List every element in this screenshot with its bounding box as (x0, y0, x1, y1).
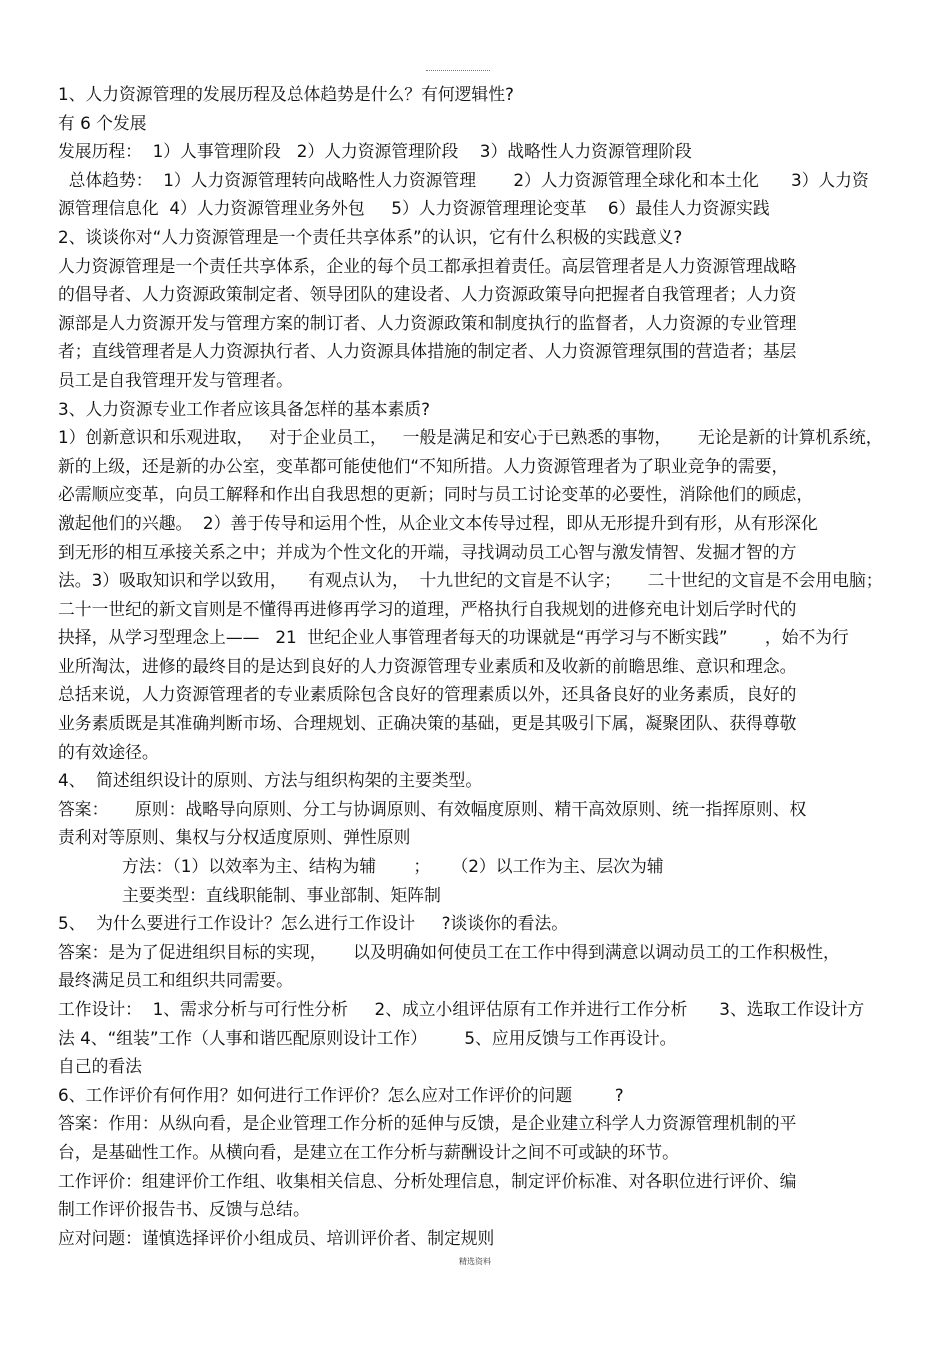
text-line: 应对问题：谨慎选择评价小组成员、培训评价者、制定规则 (58, 1227, 495, 1248)
text-line: 5、 为什么要进行工作设计？怎么进行工作设计 ?谈谈你的看法。 (58, 913, 569, 934)
text-line: 主要类型：直线职能制、事业部制、矩阵制 (58, 884, 441, 905)
text-line: 业所淘汰，进修的最终目的是达到良好的人力资源管理专业素质和及收新的前瞻思维、意识和理念。 (58, 655, 797, 676)
text-line: 二十一世纪的新文盲则是不懂得再进修再学习的道理，严格执行自我规划的进修充电计划后学时代的 (58, 598, 797, 619)
text-line: 总体趋势： 1）人力资源管理转向战略性人力资源管理 2）人力资源管理全球化和本土化 3）人力资 (58, 169, 869, 190)
text-line: 最终满足员工和组织共同需要。 (58, 970, 293, 991)
text-line: 4、 简述组织设计的原则、方法与组织构架的主要类型。 (58, 770, 483, 791)
text-line: 方法：（1）以效率为主、结构为辅 ； （2）以工作为主、层次为辅 (58, 856, 664, 877)
text-line: 的倡导者、人力资源政策制定者、领导团队的建设者、人力资源政策导向把握者自我管理者；人力资 (58, 284, 797, 305)
text-line: 发展历程： 1）人事管理阶段 2）人力资源管理阶段 3）战略性人力资源管理阶段 (58, 141, 692, 162)
text-line: 答案：是为了促进组织目标的实现， 以及明确如何使员工在工作中得到满意以调动员工的工作积极性， (58, 941, 840, 962)
text-line: 答案： 原则：战略导向原则、分工与协调原则、有效幅度原则、精干高效原则、统一指挥原则、权 (58, 798, 807, 819)
text-line: 抉择，从学习型理念上—— 21 世纪企业人事管理者每天的功课就是“再学习与不断实践” ，始不为行 (58, 627, 849, 648)
text-line: 台，是基础性工作。从横向看，是建立在工作分析与薪酬设计之间不可或缺的环节。 (58, 1141, 679, 1162)
text-line: 总括来说，人力资源管理者的专业素质除包含良好的管理素质以外，还具备良好的业务素质，良好的 (58, 684, 797, 705)
text-line: 2、谈谈你对“人力资源管理是一个责任共享体系”的认识，它有什么积极的实践意义? (58, 226, 683, 247)
text-line: 法 4、“组装”工作（人事和谐匹配原则设计工作） 5、应用反馈与工作再设计。 (58, 1027, 677, 1048)
text-line: 1）创新意识和乐观进取， 对于企业员工， 一般是满足和安心于已熟悉的事物， 无论是新的计算机系统， (58, 427, 883, 448)
text-line: 工作设计： 1、需求分析与可行性分析 2、成立小组评估原有工作并进行工作分析 3、选取工作设计方 (58, 999, 865, 1019)
text-line: 3、人力资源专业工作者应该具备怎样的基本素质? (58, 398, 430, 419)
text-line: 自己的看法 (58, 1056, 142, 1077)
text-line: 工作评价：组建评价工作组、收集相关信息、分析处理信息，制定评价标准、对各职位进行评价、编 (58, 1170, 797, 1191)
text-line: 答案：作用：从纵向看，是企业管理工作分析的延伸与反馈，是企业建立科学人力资源管理机制的平 (58, 1113, 797, 1134)
text-line: 的有效途径。 (58, 741, 159, 762)
text-line: 制工作评价报告书、反馈与总结。 (58, 1199, 310, 1220)
text-line: 有 6 个发展 (58, 112, 147, 133)
text-line: 人力资源管理是一个责任共享体系，企业的每个员工都承担着责任。高层管理者是人力资源管理战略 (58, 255, 797, 276)
document-body (58, 80, 904, 1252)
text-line: 1、人力资源管理的发展历程及总体趋势是什么？有何逻辑性? (58, 84, 514, 104)
text-line: 必需顺应变革，向员工解释和作出自我思想的更新；同时与员工讨论变革的必要性，消除他们的顾虑， (58, 484, 814, 505)
text-line: 源管理信息化 4）人力资源管理业务外包 5）人力资源管理理论变革 6）最佳人力资源实践 (58, 198, 770, 219)
text-line: 激起他们的兴趣。 2）善于传导和运用个性，从企业文本传导过程，即从无形提升到有形，从有形深化 (58, 512, 818, 533)
text-line: 责利对等原则、集权与分权适度原则、弹性原则 (58, 827, 411, 848)
text-line: 员工是自我管理开发与管理者。 (58, 369, 293, 390)
text-line: 6、工作评价有何作用？如何进行工作评价？怎么应对工作评价的问题 ? (58, 1084, 624, 1105)
text-line: 者；直线管理者是人力资源执行者、人力资源具体措施的制定者、人力资源管理氛围的营造者；基层 (58, 341, 797, 362)
text-line: 业务素质既是其准确判断市场、合理规划、正确决策的基础，更是其吸引下属，凝聚团队、获得尊敬 (58, 713, 797, 734)
text-line: 法。3）吸取知识和学以致用， 有观点认为， 十九世纪的文盲是不认字； 二十世纪的文盲是不会用电脑； (58, 570, 883, 591)
text-line: 新的上级，还是新的办公室，变革都可能使他们“不知所措。人力资源管理者为了职业竞争的需要， (58, 455, 789, 476)
text-line: 源部是人力资源开发与管理方案的制订者、人力资源政策和制度执行的监督者，人力资源的专业管理 (58, 312, 797, 333)
text-line: 到无形的相互承接关系之中；并成为个性文化的开端，寻找调动员工心智与激发情智、发掘才智的方 (58, 541, 797, 562)
header-rule (426, 70, 490, 71)
page-footer: 精选资料 (459, 1257, 491, 1266)
